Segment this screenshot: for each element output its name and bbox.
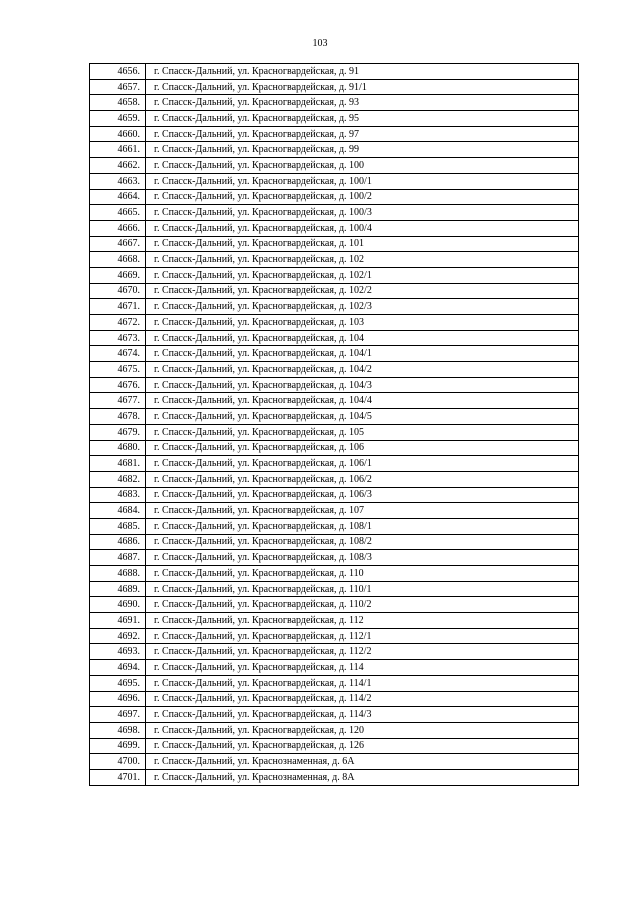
- row-number: 4694.: [90, 660, 146, 676]
- table-row: [90, 252, 579, 268]
- row-number: 4686.: [90, 534, 146, 550]
- row-number: 4681.: [90, 456, 146, 472]
- row-address: г. Спасск-Дальний, ул. Красногвардейская, д. 100/4: [146, 220, 579, 236]
- row-address: г. Спасск-Дальний, ул. Красногвардейская, д. 104/1: [146, 346, 579, 362]
- row-address: г. Спасск-Дальний, ул. Красногвардейская, д. 100/3: [146, 205, 579, 221]
- row-address: г. Спасск-Дальний, ул. Красногвардейская, д. 114/3: [146, 707, 579, 723]
- row-address: г. Спасск-Дальний, ул. Красногвардейская, д. 107: [146, 503, 579, 519]
- table-row: [90, 393, 579, 409]
- table-row: [90, 581, 579, 597]
- row-address: г. Спасск-Дальний, ул. Красногвардейская, д. 106/3: [146, 487, 579, 503]
- table-row: [90, 769, 579, 785]
- row-number: 4687.: [90, 550, 146, 566]
- address-table-body: [90, 64, 579, 786]
- table-row: [90, 267, 579, 283]
- row-address: г. Спасск-Дальний, ул. Красногвардейская, д. 104/4: [146, 393, 579, 409]
- row-number: 4693.: [90, 644, 146, 660]
- address-table: [89, 63, 579, 786]
- table-row: [90, 346, 579, 362]
- table-row: [90, 456, 579, 472]
- row-number: 4679.: [90, 424, 146, 440]
- row-number: 4671.: [90, 299, 146, 315]
- row-number: 4700.: [90, 754, 146, 770]
- row-address: г. Спасск-Дальний, ул. Красногвардейская, д. 114/1: [146, 675, 579, 691]
- row-address: г. Спасск-Дальний, ул. Красногвардейская, д. 106/2: [146, 471, 579, 487]
- table-row: [90, 315, 579, 331]
- row-address: г. Спасск-Дальний, ул. Красногвардейская, д. 103: [146, 315, 579, 331]
- row-address: г. Спасск-Дальний, ул. Красногвардейская, д. 114: [146, 660, 579, 676]
- table-row: [90, 613, 579, 629]
- row-address: г. Спасск-Дальний, ул. Красногвардейская, д. 102: [146, 252, 579, 268]
- table-row: [90, 597, 579, 613]
- row-address: г. Спасск-Дальний, ул. Красногвардейская, д. 108/3: [146, 550, 579, 566]
- row-address: г. Спасск-Дальний, ул. Красногвардейская, д. 126: [146, 738, 579, 754]
- row-address: г. Спасск-Дальний, ул. Красногвардейская, д. 100/2: [146, 189, 579, 205]
- row-address: г. Спасск-Дальний, ул. Красногвардейская, д. 102/3: [146, 299, 579, 315]
- table-row: [90, 628, 579, 644]
- row-number: 4668.: [90, 252, 146, 268]
- row-number: 4656.: [90, 64, 146, 80]
- row-address: г. Спасск-Дальний, ул. Красногвардейская, д. 91/1: [146, 79, 579, 95]
- row-address: г. Спасск-Дальний, ул. Красногвардейская, д. 104/5: [146, 409, 579, 425]
- row-address: г. Спасск-Дальний, ул. Красногвардейская, д. 105: [146, 424, 579, 440]
- row-address: г. Спасск-Дальний, ул. Красногвардейская, д. 120: [146, 722, 579, 738]
- page-number: 103: [312, 38, 328, 49]
- row-number: 4684.: [90, 503, 146, 519]
- table-row: [90, 173, 579, 189]
- table-row: [90, 644, 579, 660]
- row-number: 4659.: [90, 111, 146, 127]
- row-number: 4695.: [90, 675, 146, 691]
- table-row: [90, 126, 579, 142]
- table-row: [90, 566, 579, 582]
- row-address: г. Спасск-Дальний, ул. Красногвардейская, д. 102/2: [146, 283, 579, 299]
- row-number: 4678.: [90, 409, 146, 425]
- table-row: [90, 64, 579, 80]
- row-number: 4673.: [90, 330, 146, 346]
- table-row: [90, 738, 579, 754]
- row-number: 4664.: [90, 189, 146, 205]
- row-number: 4669.: [90, 267, 146, 283]
- table-row: [90, 471, 579, 487]
- row-number: 4658.: [90, 95, 146, 111]
- table-row: [90, 142, 579, 158]
- row-number: 4697.: [90, 707, 146, 723]
- row-number: 4683.: [90, 487, 146, 503]
- table-row: [90, 330, 579, 346]
- row-number: 4696.: [90, 691, 146, 707]
- row-number: 4675.: [90, 362, 146, 378]
- row-address: г. Спасск-Дальний, ул. Красногвардейская, д. 101: [146, 236, 579, 252]
- table-row: [90, 409, 579, 425]
- table-row: [90, 111, 579, 127]
- table-row: [90, 503, 579, 519]
- row-address: г. Спасск-Дальний, ул. Красногвардейская, д. 104/3: [146, 377, 579, 393]
- table-row: [90, 707, 579, 723]
- row-address: г. Спасск-Дальний, ул. Красногвардейская, д. 104/2: [146, 362, 579, 378]
- row-address: г. Спасск-Дальний, ул. Красногвардейская, д. 106/1: [146, 456, 579, 472]
- table-row: [90, 518, 579, 534]
- row-number: 4680.: [90, 440, 146, 456]
- row-number: 4665.: [90, 205, 146, 221]
- table-row: [90, 205, 579, 221]
- row-number: 4663.: [90, 173, 146, 189]
- row-address: г. Спасск-Дальний, ул. Красногвардейская, д. 110/2: [146, 597, 579, 613]
- row-number: 4677.: [90, 393, 146, 409]
- row-address: г. Спасск-Дальний, ул. Красногвардейская, д. 110: [146, 566, 579, 582]
- row-number: 4667.: [90, 236, 146, 252]
- table-row: [90, 675, 579, 691]
- table-row: [90, 283, 579, 299]
- row-address: г. Спасск-Дальний, ул. Краснознаменная, д. 8А: [146, 769, 579, 785]
- row-number: 4682.: [90, 471, 146, 487]
- row-number: 4660.: [90, 126, 146, 142]
- table-row: [90, 79, 579, 95]
- row-number: 4672.: [90, 315, 146, 331]
- row-number: 4670.: [90, 283, 146, 299]
- row-number: 4698.: [90, 722, 146, 738]
- row-number: 4699.: [90, 738, 146, 754]
- row-number: 4690.: [90, 597, 146, 613]
- row-number: 4701.: [90, 769, 146, 785]
- table-row: [90, 487, 579, 503]
- row-address: г. Спасск-Дальний, ул. Красногвардейская, д. 110/1: [146, 581, 579, 597]
- row-number: 4657.: [90, 79, 146, 95]
- row-address: г. Спасск-Дальний, ул. Красногвардейская, д. 99: [146, 142, 579, 158]
- row-address: г. Спасск-Дальний, ул. Красногвардейская, д. 97: [146, 126, 579, 142]
- row-address: г. Спасск-Дальний, ул. Красногвардейская, д. 91: [146, 64, 579, 80]
- row-address: г. Спасск-Дальний, ул. Красногвардейская, д. 114/2: [146, 691, 579, 707]
- row-address: г. Спасск-Дальний, ул. Красногвардейская, д. 112/2: [146, 644, 579, 660]
- row-number: 4666.: [90, 220, 146, 236]
- row-number: 4691.: [90, 613, 146, 629]
- row-address: г. Спасск-Дальний, ул. Красногвардейская, д. 106: [146, 440, 579, 456]
- table-row: [90, 424, 579, 440]
- table-row: [90, 691, 579, 707]
- table-row: [90, 236, 579, 252]
- row-number: 4676.: [90, 377, 146, 393]
- table-row: [90, 534, 579, 550]
- table-row: [90, 189, 579, 205]
- table-row: [90, 722, 579, 738]
- table-row: [90, 550, 579, 566]
- table-row: [90, 299, 579, 315]
- row-address: г. Спасск-Дальний, ул. Красногвардейская, д. 102/1: [146, 267, 579, 283]
- row-address: г. Спасск-Дальний, ул. Красногвардейская, д. 108/2: [146, 534, 579, 550]
- table-row: [90, 754, 579, 770]
- row-address: г. Спасск-Дальний, ул. Красногвардейская, д. 95: [146, 111, 579, 127]
- row-number: 4661.: [90, 142, 146, 158]
- table-row: [90, 660, 579, 676]
- row-address: г. Спасск-Дальний, ул. Краснознаменная, д. 6А: [146, 754, 579, 770]
- row-address: г. Спасск-Дальний, ул. Красногвардейская, д. 104: [146, 330, 579, 346]
- row-number: 4662.: [90, 158, 146, 174]
- row-address: г. Спасск-Дальний, ул. Красногвардейская, д. 112: [146, 613, 579, 629]
- row-address: г. Спасск-Дальний, ул. Красногвардейская, д. 100: [146, 158, 579, 174]
- table-row: [90, 158, 579, 174]
- row-number: 4674.: [90, 346, 146, 362]
- row-number: 4692.: [90, 628, 146, 644]
- row-number: 4689.: [90, 581, 146, 597]
- row-number: 4685.: [90, 518, 146, 534]
- row-address: г. Спасск-Дальний, ул. Красногвардейская, д. 93: [146, 95, 579, 111]
- table-row: [90, 220, 579, 236]
- row-address: г. Спасск-Дальний, ул. Красногвардейская, д. 112/1: [146, 628, 579, 644]
- table-row: [90, 440, 579, 456]
- table-row: [90, 95, 579, 111]
- row-address: г. Спасск-Дальний, ул. Красногвардейская, д. 100/1: [146, 173, 579, 189]
- row-address: г. Спасск-Дальний, ул. Красногвардейская, д. 108/1: [146, 518, 579, 534]
- table-row: [90, 362, 579, 378]
- row-number: 4688.: [90, 566, 146, 582]
- table-row: [90, 377, 579, 393]
